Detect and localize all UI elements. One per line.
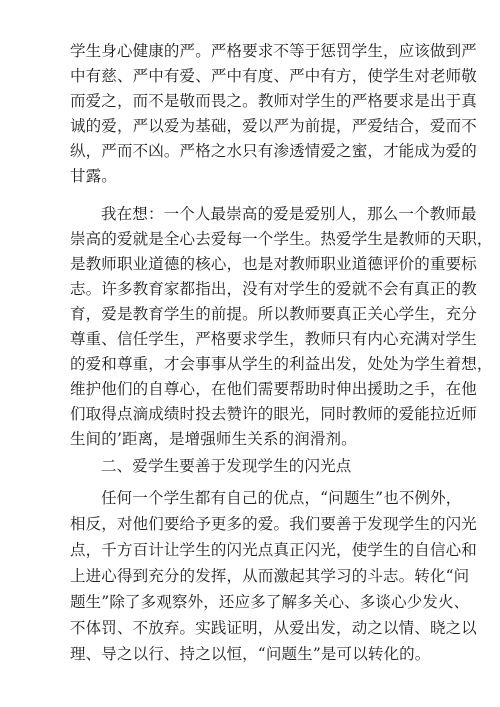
text-line: 学生身心健康的严。严格要求不等于惩罚学生，应该做到严 xyxy=(70,42,477,60)
text-line: 我在想：一个人最崇高的爱是爱别人，那么一个教师最 xyxy=(101,205,477,223)
text-line: 上进心得到充分的发挥，从而激起其学习的斗志。转化“问 xyxy=(70,567,470,585)
text-line: 理、导之以行、持之以恒，“问题生”是可以转化的。 xyxy=(70,645,431,663)
text-line: 纵，严而不凶。严格之水只有渗透情爱之蜜，才能成为爱的 xyxy=(70,142,477,160)
text-line: 点，千方百计让学生的闪光点真正闪光，使学生的自信心和 xyxy=(70,541,477,559)
text-line: 题生”除了多观察外，还应多了解多关心、多谈心少发火、 xyxy=(70,593,470,611)
text-line: 尊重、信任学生，严格要求学生，教师只有内心充满对学生 xyxy=(70,330,477,348)
text-line: 维护他们的自尊心，在他们需要帮助时伸出援助之手，在他 xyxy=(70,380,477,398)
text-line: 志。许多教育家都指出，没有对学生的爱就不会有真正的教 xyxy=(70,280,477,298)
text-line: 育，爱是教育学生的前提。所以教师要真正关心学生，充分 xyxy=(70,305,477,323)
text-line: 相反，对他们要给予更多的爱。我们要善于发现学生的闪光 xyxy=(70,515,477,533)
text-line: 生间的’距离，是增强师生关系的润滑剂。 xyxy=(70,430,357,448)
text-line: 不体罚、不放弃。实践证明，从爱出发，动之以情、晓之以 xyxy=(70,619,477,637)
section-heading: 二、爱学生要善于发现学生的闪光点 xyxy=(101,457,352,475)
text-line: 任何一个学生都有自己的优点，“问题生”也不例外， xyxy=(101,489,462,507)
text-line: 而爱之，而不是敬而畏之。教师对学生的严格要求是出于真 xyxy=(70,92,477,110)
text-line: 的爱和尊重，才会事事从学生的利益出发，处处为学生着想， xyxy=(70,355,493,373)
text-line: 崇高的爱就是全心去爱每一个学生。热爱学生是教师的天职， xyxy=(70,230,493,248)
text-line: 们取得点滴成绩时投去赞许的眼光，同时教师的爱能拉近师 xyxy=(70,405,477,423)
text-line: 是教师职业道德的核心，也是对教师职业道德评价的重要标 xyxy=(70,255,477,273)
text-line: 诚的爱，严以爱为基础，爱以严为前提，严爱结合，爱而不 xyxy=(70,117,477,135)
text-line: 中有慈、严中有爱、严中有度、严中有方，使学生对老师敬 xyxy=(70,67,477,85)
text-line: 甘露。 xyxy=(70,167,117,185)
